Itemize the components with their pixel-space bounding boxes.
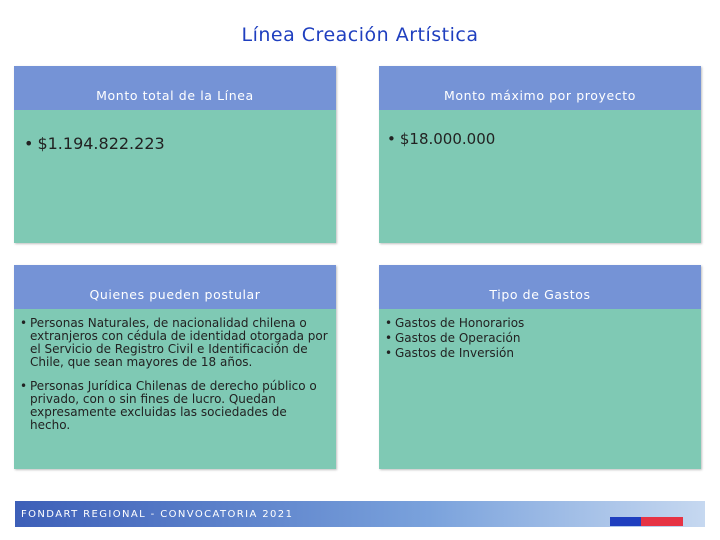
card-header-quienes-postular: Quienes pueden postular [14, 265, 336, 309]
card-header-monto-total: Monto total de la Línea [14, 66, 336, 110]
list-item: • Personas Jurídica Chilenas de derecho público o privado, con o sin fines de lucro. Quedan expresamente excluidas las sociedades de hecho. [20, 380, 328, 432]
monto-maximo-value: $18.000.000 [399, 130, 496, 148]
bullet-icon: • [24, 134, 34, 153]
list-item: • Gastos de Operación [385, 332, 693, 345]
tipo-gastos-list [379, 309, 701, 360]
list-item: • Personas Naturales, de nacionalidad chilena o extranjeros con cédula de identidad otorgada por el Servicio de Registro Civil e Identificación de Chile, que sean mayores de 18 años. [20, 317, 328, 369]
card-monto-total [14, 66, 336, 243]
card-tipo-gastos [379, 265, 701, 469]
bullet-icon: • [387, 130, 396, 148]
card-quienes-postular [14, 265, 336, 469]
footer-text: FONDART REGIONAL - CONVOCATORIA 2021 [21, 509, 294, 520]
monto-total-value: $1.194.822.223 [37, 134, 165, 153]
monto-maximo-value-row [379, 110, 701, 148]
footer-bar [15, 501, 705, 527]
quienes-list [14, 309, 336, 432]
card-header-tipo-gastos: Tipo de Gastos [379, 265, 701, 309]
flag-red-stripe [641, 517, 683, 526]
page-title: Línea Creación Artística [241, 24, 479, 46]
list-item: • Gastos de Honorarios [385, 317, 693, 330]
card-monto-maximo [379, 66, 701, 243]
monto-total-value-row [14, 110, 336, 153]
list-item: • Gastos de Inversión [385, 347, 693, 360]
card-header-monto-maximo: Monto máximo por proyecto [379, 66, 701, 110]
flag-blue-stripe [610, 517, 641, 526]
